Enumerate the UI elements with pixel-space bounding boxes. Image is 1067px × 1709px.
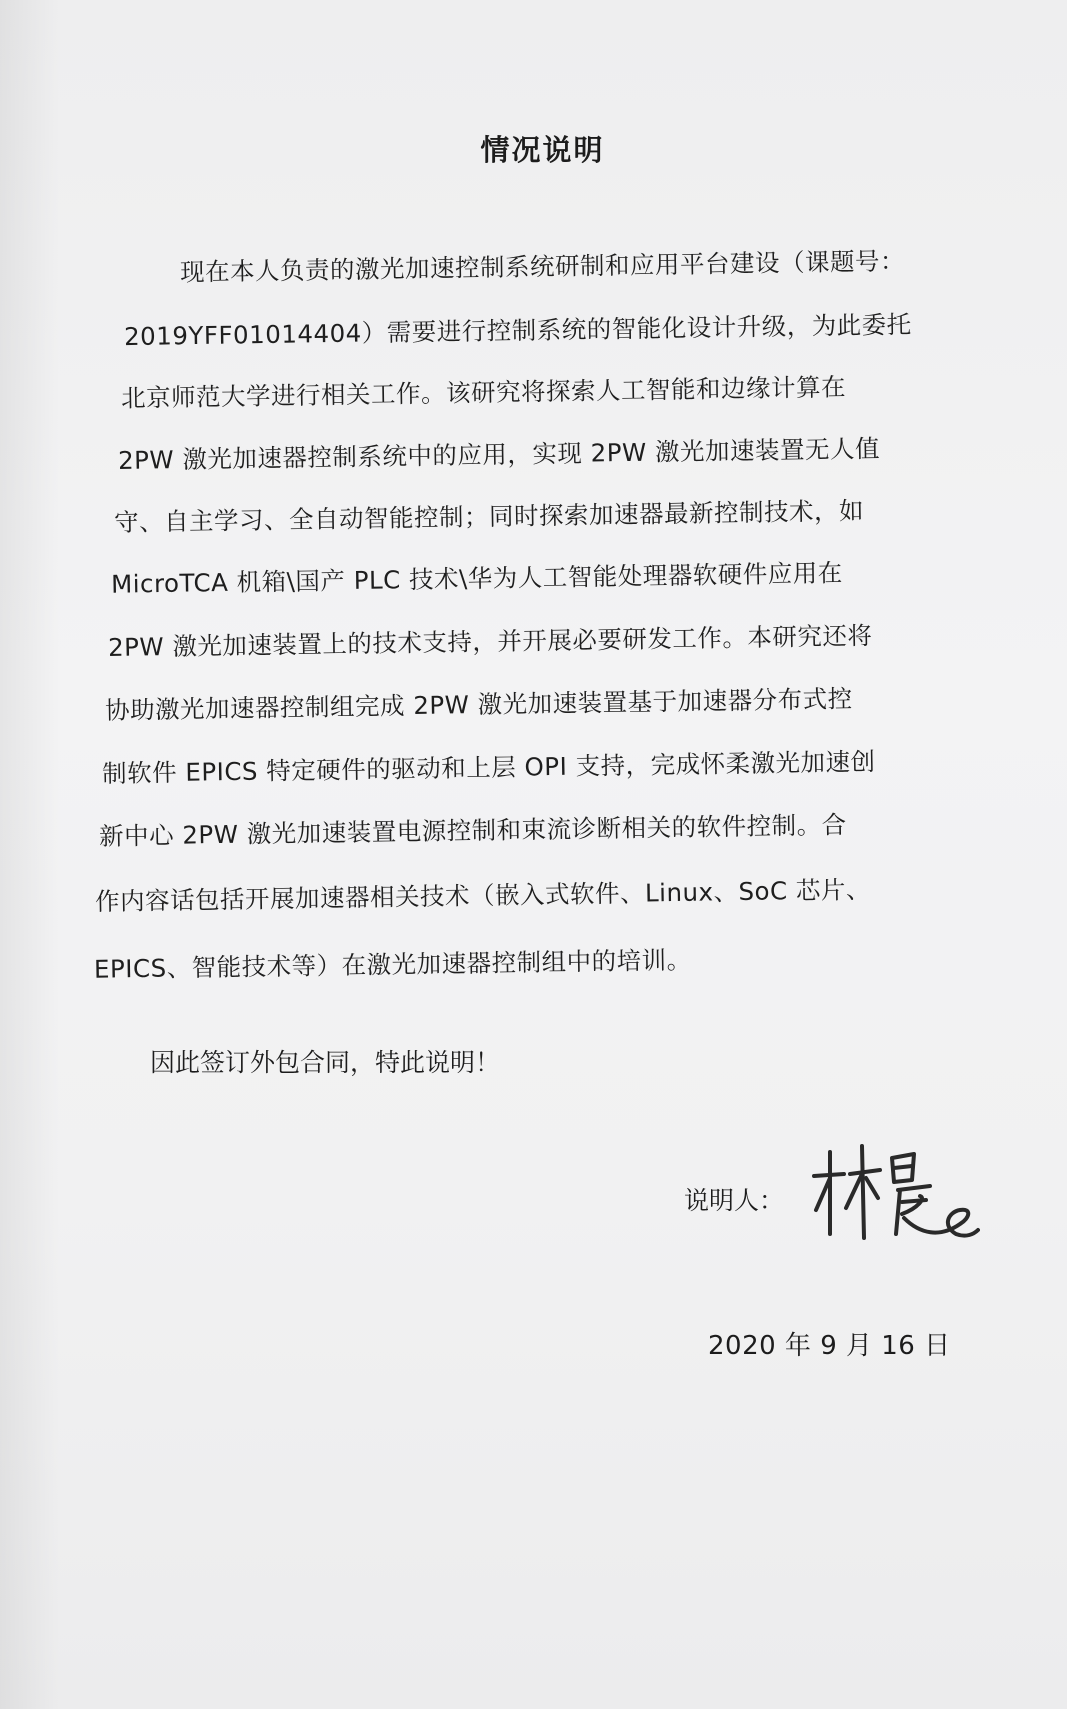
body-line-1: 现在本人负责的激光加速控制系统研制和应用平台建设（课题号：	[179, 246, 906, 287]
closing-statement: 因此签订外包合同，特此说明！	[150, 1048, 501, 1077]
body-line-10: 新中心 2PW 激光加速装置电源控制和束流诊断相关的软件控制。合	[98, 810, 847, 851]
body-line-6: MicroTCA 机箱\国产 PLC 技术\华为人工智能处理器软硬件应用在	[110, 558, 843, 599]
body-line-7: 2PW 激光加速装置上的技术支持，并开展必要研发工作。本研究还将	[107, 620, 873, 663]
handwritten-signature	[810, 1138, 980, 1248]
body-line-4: 2PW 激光加速器控制系统中的应用，实现 2PW 激光加速装置无人值	[117, 434, 881, 475]
signer-label: 说明人：	[684, 1186, 785, 1215]
body-line-5: 守、自主学习、全自动智能控制；同时探索加速器最新控制技术，如	[113, 496, 865, 537]
body-line-2: 2019YFF01014404）需要进行控制系统的智能化设计升级，为此委托	[123, 309, 912, 352]
body-line-12: EPICS、智能技术等）在激光加速器控制组中的培训。	[93, 945, 692, 984]
body-line-9: 制软件 EPICS 特定硬件的驱动和上层 OPI 支持，完成怀柔激光加速创	[101, 746, 876, 789]
body-line-3: 北京师范大学进行相关工作。该研究将探索人工智能和边缘计算在	[120, 372, 847, 413]
document-title: 情况说明	[480, 133, 605, 167]
body-line-11: 作内容话包括开展加速器相关技术（嵌入式软件、Linux、SoC 芯片、	[94, 874, 872, 917]
page-shadow	[0, 0, 60, 1709]
body-line-8: 协助激光加速器控制组完成 2PW 激光加速装置基于加速器分布式控	[104, 684, 853, 725]
document-date: 2020 年 9 月 16 日	[708, 1331, 951, 1361]
